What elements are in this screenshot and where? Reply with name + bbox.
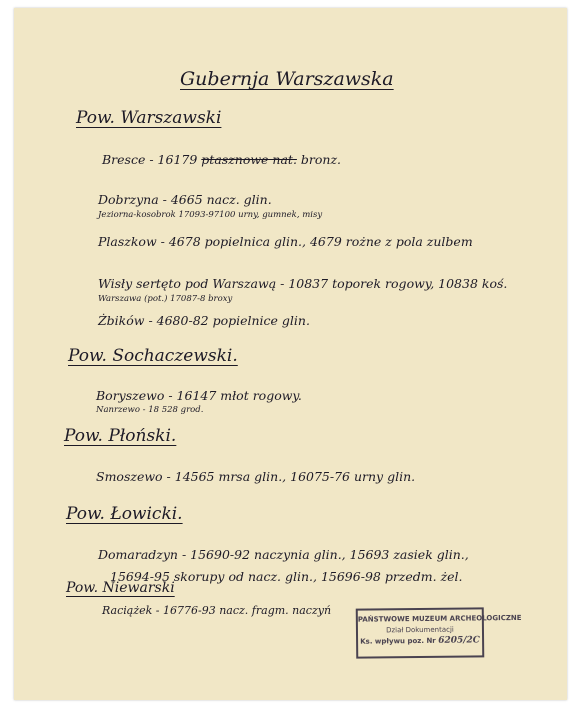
section-heading-warszawski: Pow. Warszawski [76, 108, 222, 128]
stamp-record-number: 6205/2C [438, 635, 480, 646]
section-heading-lowicki: Pow. Łowicki. [66, 504, 183, 524]
page-title: Gubernja Warszawska [180, 68, 394, 90]
entry-domaradzyn: Domaradzyn - 15690-92 naczynia glin., 15693 zasiek glin., [98, 547, 469, 562]
section-heading-sochaczewski: Pow. Sochaczewski. [68, 346, 238, 366]
entry-rest: bronz. [300, 152, 342, 167]
entry-wisly: Wisły sertęto pod Warszawą - 10837 toporek rogowy, 10838 koś. [98, 276, 508, 291]
entry-note-jeziorna: Jeziorna-kosobrok 17093-97100 urny, gumnek, misy [98, 210, 323, 220]
stamp-line-department: Dział Dokumentacji [386, 625, 454, 635]
entry-boryszewo: Boryszewo - 16147 młot rogowy. [96, 388, 302, 403]
struck-text: ptasznowe nat. [201, 152, 297, 167]
museum-stamp [356, 607, 522, 658]
entry-text: Bresce - 16179 [102, 152, 198, 167]
entry-raciazek: Raciążek - 16776-93 nacz. fragm. naczyń [102, 604, 332, 617]
entry-note-warszawa: Warszawa (pot.) 17087-8 broxy [98, 294, 233, 304]
entry-dobrzyna: Dobrzyna - 4665 nacz. glin. [98, 192, 272, 207]
entry-note-nanrzewo: Nanrzewo - 18 528 grod. [96, 405, 204, 415]
stamp-line-record [358, 635, 482, 647]
section-heading-niewarski: Pow. Niewarski [66, 580, 175, 596]
stamp-line-institution: PAŃSTWOWE MUZEUM ARCHEOLOGICZNE [357, 613, 522, 624]
entry-plaszkow: Plaszkow - 4678 popielnica glin., 4679 rożne z pola zulbem [98, 234, 473, 249]
entry-smoszewo: Smoszewo - 14565 mrsa glin., 16075-76 urny glin. [96, 469, 416, 484]
entry-bresce [102, 152, 341, 167]
stamp-record-label: Ks. wpływu poz. Nr [360, 636, 436, 646]
section-heading-plonski: Pow. Płoński. [64, 426, 177, 446]
entry-domaradzyn-cont: 15694-95 skorupy od nacz. glin., 15696-98 przedm. żel. [110, 569, 463, 584]
entry-zbikow: Żbików - 4680-82 popielnice glin. [98, 313, 310, 328]
